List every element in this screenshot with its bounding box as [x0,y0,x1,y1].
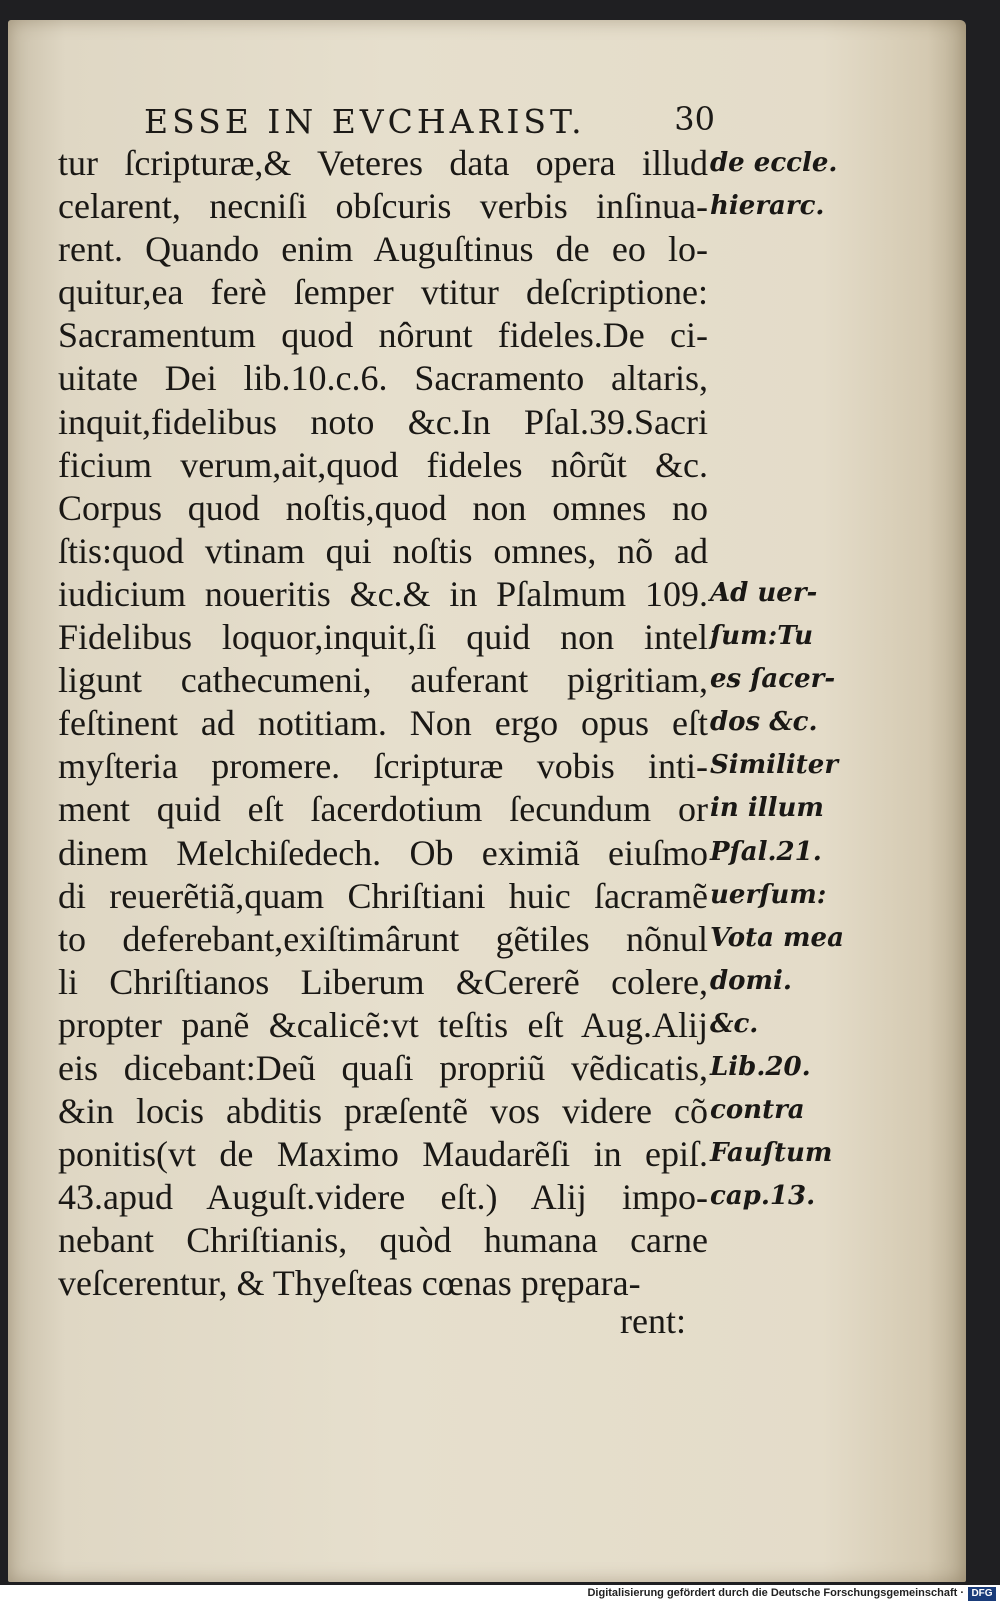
text-line: ment quid eſt ſacerdotium ſecundum or [58,789,708,830]
text-line: li Chriſtianos Liberum &Cererẽ colere, [58,961,708,1002]
text-line: veſcerentur, & Thyeſteas cœnas prępara- [58,1263,641,1304]
text-line: rent. Quando enim Auguſtinus de eo lo- [58,229,708,270]
page-header [140,100,725,144]
funding-credit: Digitalisierung gefördert durch die Deutsche Forschungsgemeinschaft · [587,1587,964,1599]
page-number: 30 [674,100,715,138]
digitization-footer [0,1585,1000,1604]
marginal-line: &c. [710,1008,759,1039]
text-line: 43.apud Auguſt.videre eſt.) Alij impo- [58,1177,708,1218]
text-line: celarent, necniſi obſcuris verbis inſinua- [58,186,708,227]
text-line: tur ſcripturæ,& Veteres data opera illud [58,143,708,183]
text-line: inquit,fidelibus noto &c.In Pſal.39.Sacri [58,401,708,442]
text-line: Sacramentum quod nôrunt fideles.De ci- [58,315,708,356]
running-head: ESSE IN EVCHARIST. [144,102,586,141]
text-line: iudicium noueritis &c.& in Pſalmum 109. [58,573,708,614]
marginal-line: Pſal.21. [710,836,822,867]
marginal-line: Similiter [710,750,839,781]
marginal-line: cap.13. [710,1181,816,1212]
marginal-line: ſum:Tu [710,621,814,652]
catchword: rent: [620,1301,686,1341]
text-line: &in locis abditis præſentẽ vos videre cõ [58,1091,708,1132]
text-line: ponitis(vt de Maximo Maudarẽſi in epiſ. [58,1134,708,1175]
text-line: nebant Chriſtianis, quòd humana carne [58,1220,708,1261]
marginal-line: contra [710,1095,805,1126]
text-line: dinem Melchiſedech. Ob eximiã eiuſmo [58,832,708,873]
marginal-line: hierarc. [710,191,825,222]
marginal-line: in illum [710,793,824,824]
text-line: di reuerẽtiã,quam Chriſtiani huic ſacramẽ [58,875,708,916]
text-line: uitate Dei lib.10.c.6. Sacramento altaris, [58,358,708,399]
text-line: Corpus quod noſtis,quod non omnes no [58,487,708,528]
text-line: ſtis:quod vtinam qui noſtis omnes, nõ ad [58,530,708,571]
text-line: ficium verum,ait,quod fideles nôrũt &c. [58,444,708,485]
text-line: Fidelibus loquor,inquit,ſi quid non intel [58,617,708,658]
marginal-note-middle [710,572,844,1218]
marginal-line: uerſum: [710,879,827,910]
marginal-line: Fauſtum [710,1138,833,1169]
marginal-note-top [710,142,840,228]
text-line: myſteria promere. ſcripturæ vobis inti- [58,746,708,787]
marginal-line: dos &c. [710,707,818,738]
dfg-logo-icon: DFG [968,1587,996,1601]
text-line: to deferebant,exiſtimârunt gẽtiles nõnul [58,918,708,959]
marginal-line: domi. [710,965,792,996]
text-line: eis dicebant:Deũ quaſi propriũ vẽdicatis, [58,1047,708,1088]
marginal-line: Vota mea [710,922,844,953]
text-line: quitur,ea ferè ſemper vtitur deſcriptione: [58,272,708,313]
body-text [58,142,708,1306]
text-line: propter panẽ &calicẽ:vt teſtis eſt Aug.Alij [58,1004,708,1045]
text-line: feſtinent ad notitiam. Non ergo opus eſt [58,703,708,744]
marginal-line: Ad uer- [710,578,818,608]
marginal-line: es ſacer- [710,664,836,695]
text-line: ligunt cathecumeni, auferant pigritiam, [58,660,708,701]
marginal-line: Lib.20. [710,1052,811,1083]
marginal-line: de eccle. [710,148,838,178]
